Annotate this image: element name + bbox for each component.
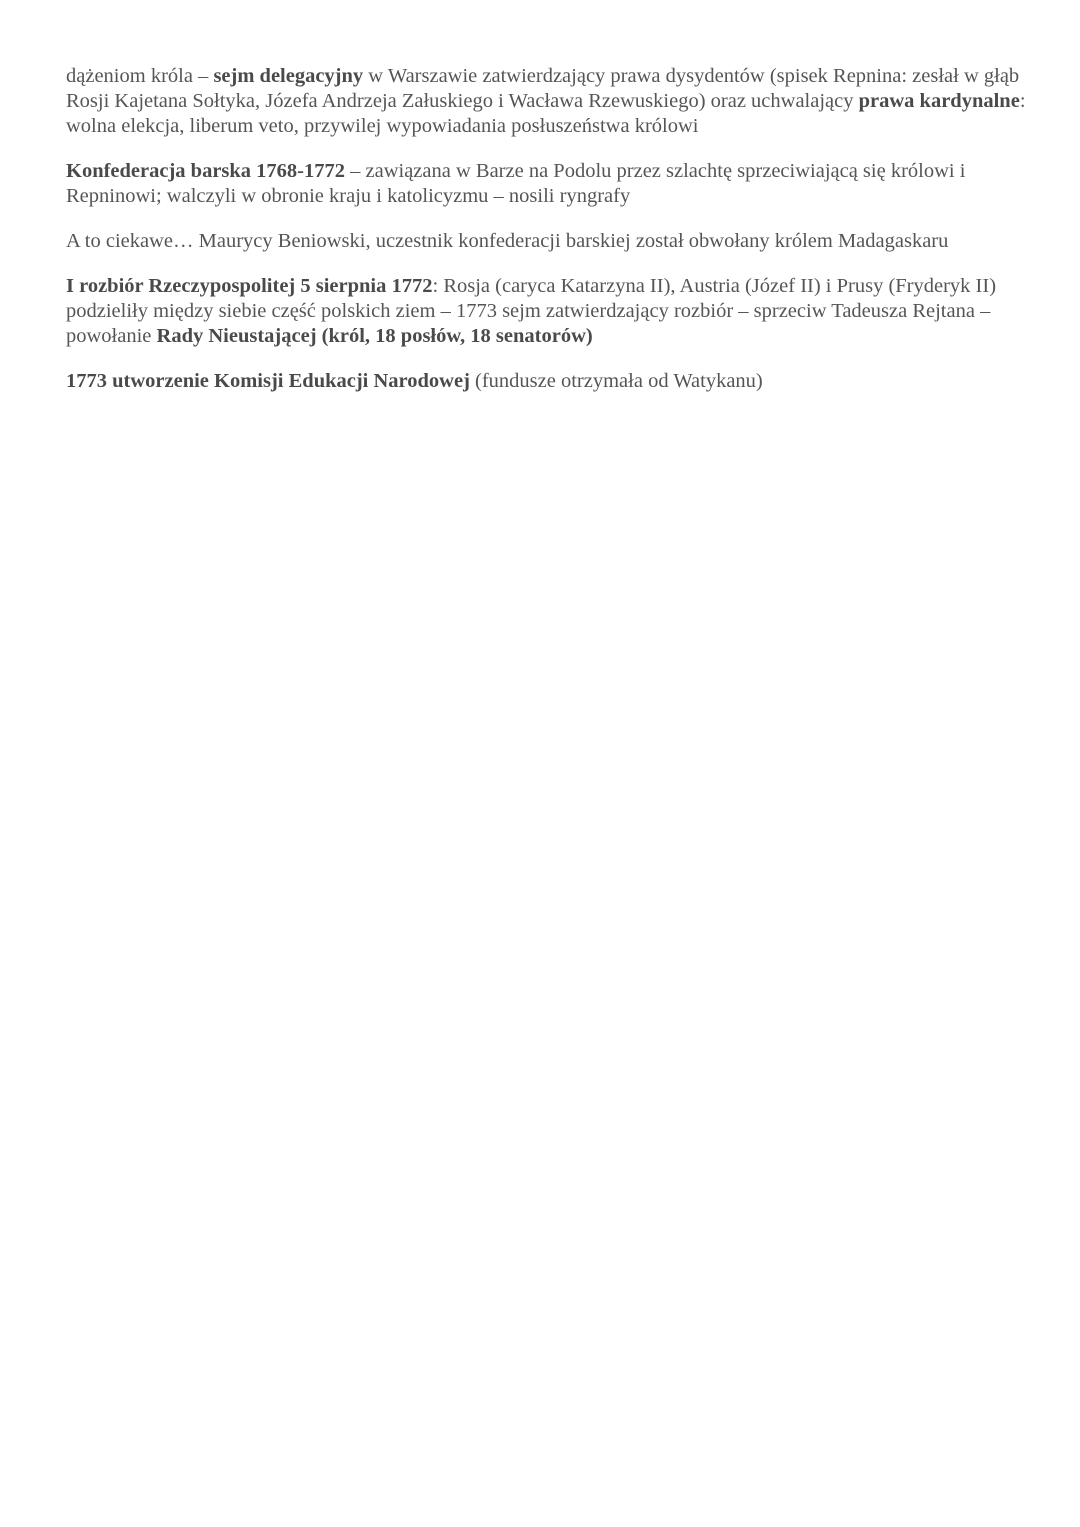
text-segment: – zawiązana w Barze na Podolu przez szlachtę sprzeciwiającą się królowi i Repninowi; walczyli w obronie kraju i katolicyzmu – nosili ryngrafy <box>66 160 966 207</box>
document-body <box>66 64 1026 414</box>
bold-term-konfederacja-barska: Konfederacja barska 1768-1772 <box>66 160 346 182</box>
text-segment: : Rosja (caryca Katarzyna II), Austria (Józef II) i Prusy (Fryderyk II) podzieliły między siebie część polskich ziem – 1773 sejm zatwierdzający rozbiór – sprzeciw Tadeusza Rejtana – powołanie <box>66 275 997 347</box>
bold-term-rada-nieustajaca: Rady Nieustającej (król, 18 posłów, 18 senatorów) <box>156 325 593 347</box>
paragraph-i-rozbior <box>66 274 1026 349</box>
text-segment: w Warszawie zatwierdzający prawa dysydentów (spisek Repnina: zesłał w głąb Rosji Kajetana Sołtyka, Józefa Andrzeja Załuskiego i Wacława Rzewuskiego) oraz uchwalający <box>66 65 1020 112</box>
paragraph-ken <box>66 369 1026 394</box>
text-segment: A to ciekawe… Maurycy Beniowski, uczestnik konfederacji barskiej został obwołany królem Madagaskaru <box>66 230 949 252</box>
bold-term-prawa-kardynalne: prawa kardynalne <box>858 90 1020 112</box>
bold-term-i-rozbior: I rozbiór Rzeczypospolitej 5 sierpnia 1772 <box>66 275 433 297</box>
text-segment: : wolna elekcja, liberum veto, przywilej wypowiadania posłuszeństwa królowi <box>66 90 1026 137</box>
paragraph-sejm-delegacyjny <box>66 64 1026 139</box>
paragraph-ciekawostka <box>66 229 1026 254</box>
text-segment: dążeniom króla – <box>66 65 214 87</box>
bold-term-sejm-delegacyjny: sejm delegacyjny <box>213 65 364 87</box>
text-segment: (fundusze otrzymała od Watykanu) <box>469 370 763 392</box>
bold-term-ken: 1773 utworzenie Komisji Edukacji Narodowej <box>66 370 470 392</box>
paragraph-konfederacja-barska <box>66 159 1026 209</box>
